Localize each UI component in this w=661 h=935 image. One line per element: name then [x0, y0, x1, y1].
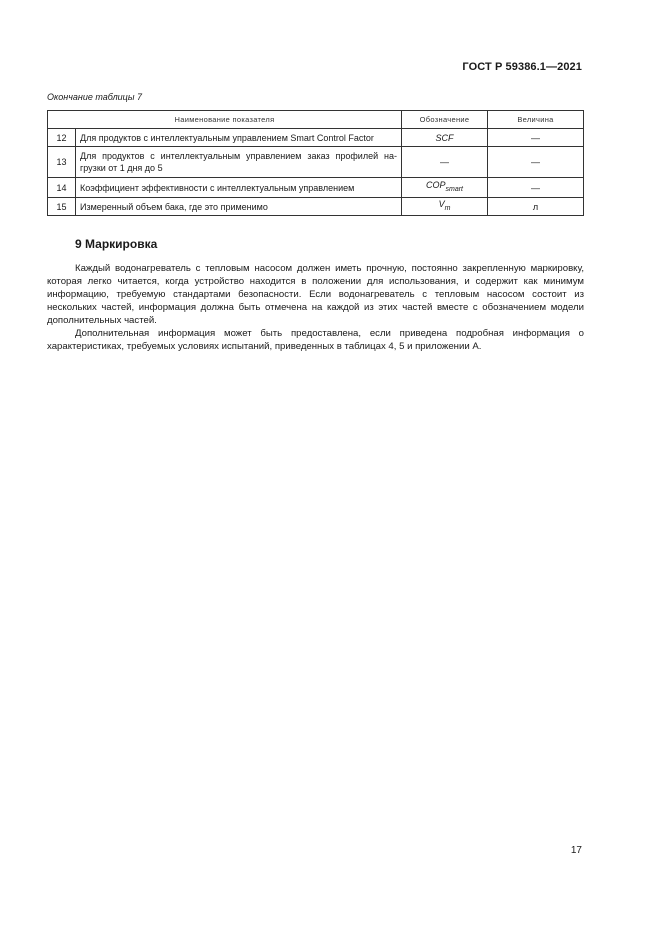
- paragraph: Каждый водонагреватель с тепловым насосом должен иметь прочную, постоянно закрепленную маркировку, которая легко читается, когда устройство находится в положении для использования, и содержит как минимум информацию, требуемую стандартами безопасности. Если водонагреватель с тепловым насосом состоит из нескольких частей, информация должна быть отмечена на каждой из этих частей вместе с обозначением модели дополнительных частей.: [47, 263, 584, 326]
- row-indicator-name: Измеренный объем бака, где это применимо: [76, 198, 402, 216]
- row-value: —: [488, 129, 584, 147]
- symbol-text: —: [440, 157, 449, 167]
- row-number: 13: [48, 147, 76, 178]
- section-title: 9 Маркировка: [75, 237, 158, 251]
- row-number: 14: [48, 178, 76, 198]
- paragraph: Дополнительная информация может быть предоставлена, если приведена подробная информация о характеристиках, требуемых условиях испытаний, приведенных в таблицах 4, 5 и приложении А.: [47, 328, 584, 352]
- row-symbol: [402, 198, 488, 216]
- section-body: [47, 262, 584, 353]
- row-symbol: [402, 129, 488, 147]
- table-row: [48, 129, 584, 147]
- indicators-table: [47, 110, 584, 216]
- table-header-row: [48, 111, 584, 129]
- page-number: 17: [570, 845, 582, 856]
- table-row: [48, 147, 584, 178]
- row-indicator-name: Для продуктов с интеллектуальным управлением заказ профилей на-грузки от 1 дня до 5: [76, 147, 402, 178]
- column-header-value: Величина: [488, 111, 584, 129]
- symbol-text: COP: [425, 180, 446, 190]
- row-value: л: [488, 198, 584, 216]
- row-number: 15: [48, 198, 76, 216]
- symbol-text: SCF: [435, 132, 454, 143]
- row-value: —: [488, 147, 584, 178]
- column-header-name: Наименование показателя: [48, 111, 402, 129]
- table-row: [48, 178, 584, 198]
- row-symbol: [402, 178, 488, 198]
- table-row: [48, 198, 584, 216]
- symbol-subscript: smart: [445, 186, 463, 193]
- table-caption: Окончание таблицы 7: [47, 92, 142, 102]
- document-header: ГОСТ Р 59386.1—2021: [462, 61, 582, 73]
- symbol-text: V: [438, 199, 445, 209]
- row-value: —: [488, 178, 584, 198]
- row-symbol: [402, 147, 488, 178]
- symbol-subscript: m: [444, 205, 451, 212]
- row-indicator-name: Для продуктов с интеллектуальным управлением Smart Control Factor: [76, 129, 402, 147]
- row-indicator-name: Коэффициент эффективности с интеллектуальным управлением: [76, 178, 402, 198]
- column-header-symbol: Обозначение: [402, 111, 488, 129]
- row-number: 12: [48, 129, 76, 147]
